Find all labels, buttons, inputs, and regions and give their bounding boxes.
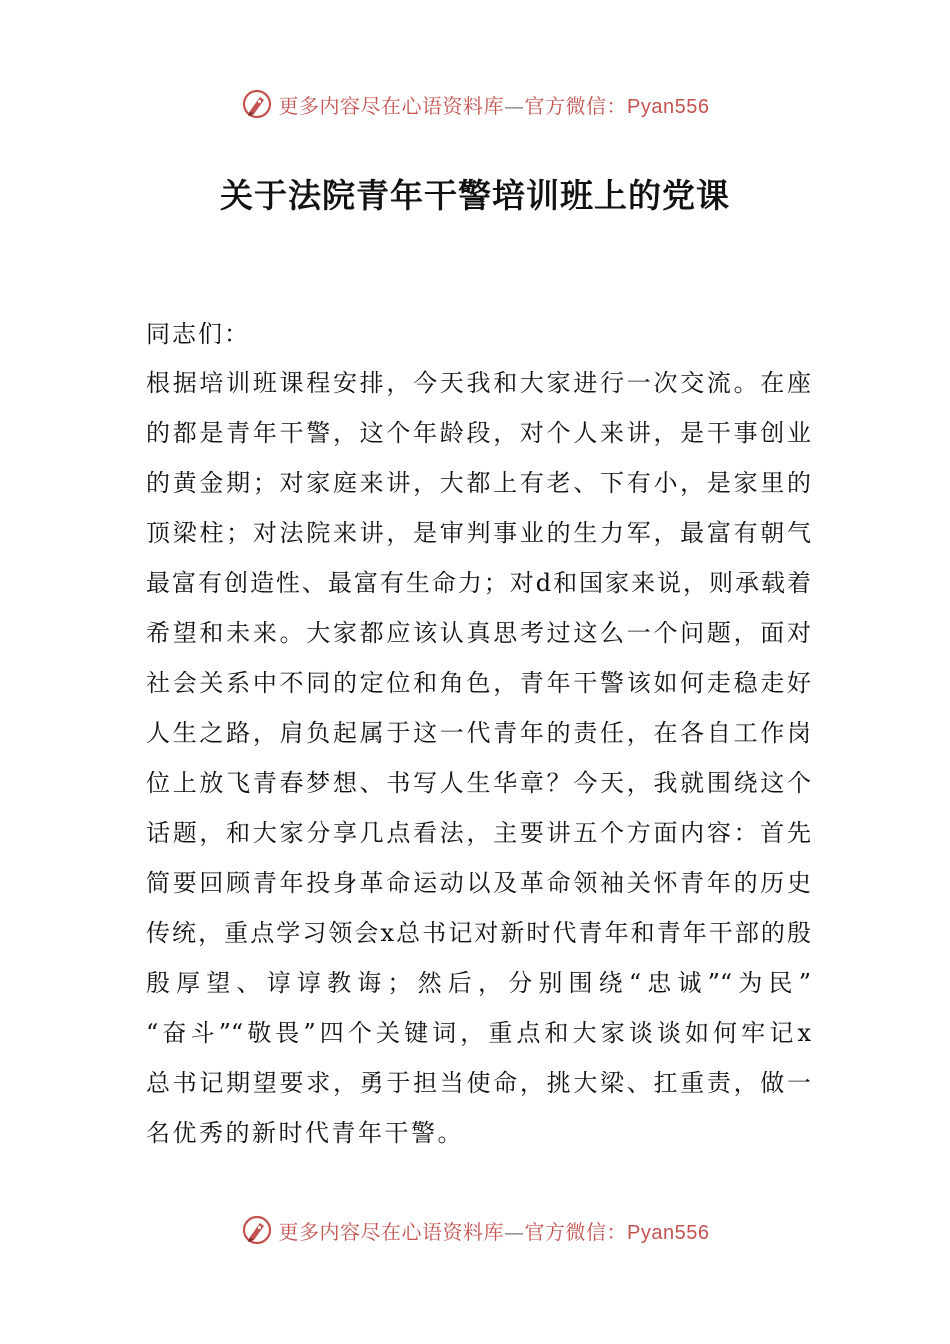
pen-nib-circle-icon: [241, 88, 273, 120]
body-line: 位上放飞青春梦想、书写人生华章？今天，我就围绕这个: [146, 769, 811, 797]
watermark-id: Pyan556: [627, 95, 710, 118]
body-line: 总书记期望要求，勇于担当使命，挑大梁、扛重责，做一: [146, 1069, 811, 1097]
watermark-header: [0, 84, 950, 124]
body-line: 的黄金期；对家庭来讲，大都上有老、下有小，是家里的: [146, 469, 811, 497]
watermark-inner: [241, 1214, 710, 1246]
body-line: 最富有创造性、最富有生命力；对d和国家来说，则承载着: [146, 569, 811, 597]
body-line: 话题，和大家分享几点看法，主要讲五个方面内容：首先: [146, 819, 811, 847]
body-line: 希望和未来。大家都应该认真思考过这么一个问题，面对: [146, 619, 811, 647]
document-title: 关于法院青年干警培训班上的党课: [220, 176, 730, 215]
body-line: 的都是青年干警，这个年龄段，对个人来讲，是干事创业: [146, 419, 811, 447]
watermark-footer: [0, 1210, 950, 1250]
body-line: 传统，重点学习领会x总书记对新时代青年和青年干部的殷: [146, 919, 811, 947]
pen-nib-circle-icon: [241, 1214, 273, 1246]
body-line: 根据培训班课程安排，今天我和大家进行一次交流。在座: [146, 369, 811, 397]
watermark-inner: [241, 88, 710, 120]
body-line: 简要回顾青年投身革命运动以及革命领袖关怀青年的历史: [146, 869, 811, 897]
watermark-text: 更多内容尽在心语资料库: [278, 93, 505, 118]
body-line: 顶梁柱；对法院来讲，是审判事业的生力军，最富有朝气: [146, 519, 811, 547]
watermark-suffix: 官方微信：: [524, 1219, 628, 1244]
watermark-suffix: 官方微信：: [524, 93, 628, 118]
body-line: 殷厚望、谆谆教诲；然后，分别围绕“忠诚”“为民”: [146, 969, 811, 997]
salutation: 同志们：: [146, 320, 250, 348]
watermark-text-line: [279, 1216, 710, 1245]
watermark-id: Pyan556: [627, 1221, 710, 1244]
body-line: 社会关系中不同的定位和角色，青年干警该如何走稳走好: [146, 669, 811, 697]
watermark-separator: —: [504, 1219, 525, 1244]
body-paragraph: [146, 358, 811, 1158]
body-line: 人生之路，肩负起属于这一代青年的责任，在各自工作岗: [146, 719, 811, 747]
body-line: “奋斗”“敬畏”四个关键词，重点和大家谈谈如何牢记x: [146, 1019, 811, 1047]
watermark-text-line: [279, 90, 710, 119]
body-line-last: 名优秀的新时代青年干警。: [146, 1119, 464, 1147]
watermark-text: 更多内容尽在心语资料库: [278, 1219, 505, 1244]
watermark-separator: —: [504, 93, 525, 118]
